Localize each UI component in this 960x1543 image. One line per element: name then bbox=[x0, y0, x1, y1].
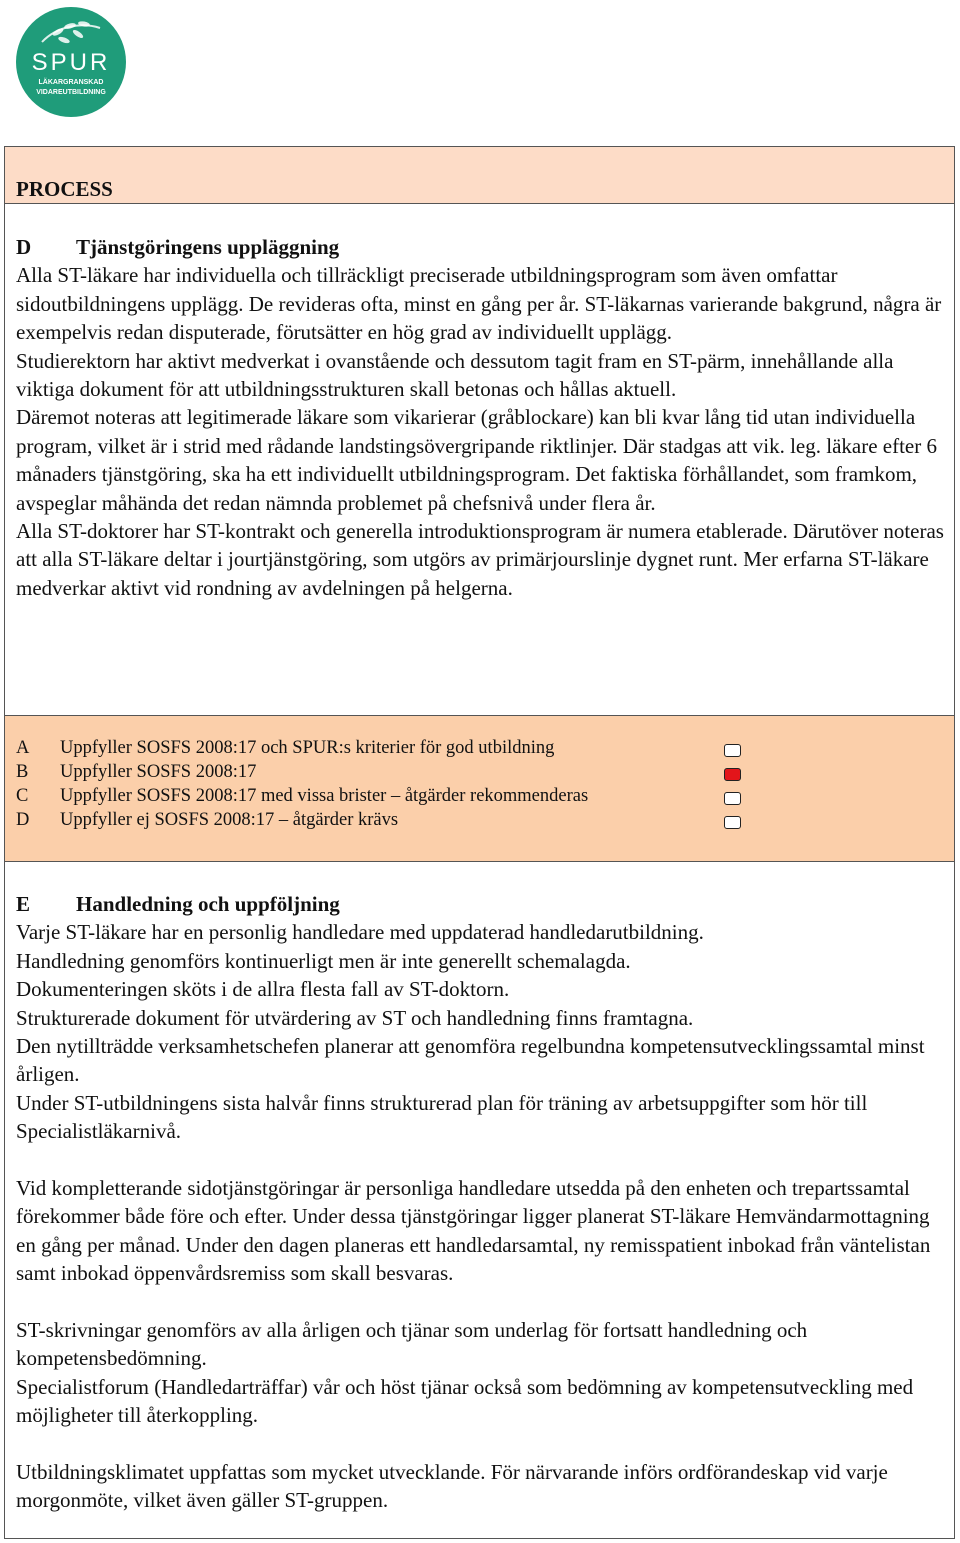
spur-logo bbox=[12, 6, 130, 118]
section-d bbox=[16, 233, 944, 602]
section-d-paragraph: Däremot noteras att legitimerade läkare som vikarierar (gråblockare) kan bli kvar lång tid utan individuella program, vilket är i strid med rådande landstingsövergripande riktlinjer. Där stadgas att vik. leg. läkare efter 6 månaders tjänstgöring, ska ha ett individuellt utbildningsprogram. Det faktiska förhållandet, som framkom, avspeglar måhända det redan nämnda problemet på chefsnivå under flera år. bbox=[16, 405, 937, 515]
section-e bbox=[16, 890, 944, 1515]
rating-checkbox-c[interactable] bbox=[724, 792, 741, 805]
section-e-paragraph: Vid kompletterande sidotjänstgöringar är personliga handledare utsedda på den enheten och trepartssamtal förekommer både före och efter. Under dessa tjänstgöringar ligger planerat ST-läkare Hemvändarmottagning en gång per månad. Under den dagen planeras ett handledarsamtal, ny remisspatient inbokad från väntelistan samt inbokad öppenvårdsremiss som skall besvaras. bbox=[16, 1176, 931, 1286]
rating-checkbox-b[interactable] bbox=[724, 768, 741, 781]
section-e-line: Under ST-utbildningens sista halvår finns strukturerad plan för träning av arbetsuppgifter som hör till Specialistläkarnivå. bbox=[16, 1090, 868, 1144]
section-e-line: Dokumenteringen sköts i de allra flesta fall av ST-doktorn. bbox=[16, 977, 510, 1002]
section-e-line: Den nytillträdde verksamhetschefen planerar att genomföra regelbundna kompetensutvecklingssamtal minst årligen. bbox=[16, 1034, 925, 1087]
rating-text: Uppfyller ej SOSFS 2008:17 – åtgärder krävs bbox=[60, 810, 399, 830]
section-e-letter: E bbox=[16, 892, 31, 916]
section-e-paragraph: Utbildningsklimatet uppfattas som mycket utvecklande. För närvarande införs ordförandeskap vid varje morgonmöte, vilket även gäller ST-gruppen. bbox=[16, 1460, 888, 1513]
spur-logo-emblem bbox=[12, 6, 130, 118]
process-header bbox=[5, 147, 954, 204]
rating-checkbox-a[interactable] bbox=[724, 744, 741, 757]
section-d-paragraph: Alla ST-läkare har individuella och tillräckligt preciserade utbildningsprogram som även omfattar sidoutbildningens upplägg. De revideras ofta, minst en gång per år. ST-läkarnas varierande bakgrund, några är exempelvis redan disputerade, förutsätter en hög grad av individuellt upplägg. bbox=[16, 263, 942, 345]
section-e-title: Handledning och uppföljning bbox=[76, 892, 340, 916]
section-d-letter: D bbox=[16, 235, 32, 259]
section-e-line: Strukturerade dokument för utvärdering av ST och handledning finns framtagna. bbox=[16, 1005, 694, 1030]
rating-checkbox-d[interactable] bbox=[724, 816, 741, 829]
section-e-line: Varje ST-läkare har en personlig handledare med uppdaterad handledarutbildning. bbox=[16, 920, 704, 945]
section-d-heading bbox=[16, 233, 944, 261]
section-e-heading bbox=[16, 890, 944, 918]
logo-subtitle-2: VIDAREUTBILDNING bbox=[36, 89, 106, 96]
rating-letter: D bbox=[16, 810, 30, 830]
rating-letter: A bbox=[16, 738, 30, 758]
section-d-title: Tjänstgöringens uppläggning bbox=[76, 235, 340, 259]
logo-brand-text: SPUR bbox=[31, 49, 111, 76]
rating-text: Uppfyller SOSFS 2008:17 med vissa brister – åtgärder rekommenderas bbox=[60, 786, 589, 806]
rating-text: Uppfyller SOSFS 2008:17 och SPUR:s kriterier för god utbildning bbox=[60, 738, 555, 758]
section-e-paragraph: Specialistforum (Handledarträffar) vår och höst tjänar också som bedömning av kompetensutveckling med möjligheter till återkoppling. bbox=[16, 1374, 914, 1428]
process-title: PROCESS bbox=[16, 177, 113, 201]
logo-subtitle-1: LÄKARGRANSKAD bbox=[38, 79, 104, 86]
section-e-line: Handledning genomförs kontinuerligt men är inte generellt schemalagda. bbox=[16, 948, 631, 973]
section-d-paragraph: Studierektorn har aktivt medverkat i ovanstående och dessutom tagit fram en ST-pärm, innehållande alla viktiga dokument för att utbildningsstrukturen skall betonas och hållas aktuell. bbox=[16, 348, 894, 402]
rating-letter: C bbox=[16, 786, 29, 806]
rating-text: Uppfyller SOSFS 2008:17 bbox=[60, 762, 257, 782]
section-e-paragraph: ST-skrivningar genomförs av alla årligen och tjänar som underlag för fortsatt handledning och kompetensbedömning. bbox=[16, 1318, 808, 1371]
rating-letter: B bbox=[16, 762, 29, 782]
assessment-frame bbox=[4, 146, 955, 1539]
rating-panel bbox=[5, 715, 954, 862]
section-d-paragraph: Alla ST-doktorer har ST-kontrakt och generella introduktionsprogram är numera etablerade. Därutöver noteras att alla ST-läkare deltar i jourtjänstgöring, som utgörs av primärjourslinje dygnet runt. Mer erfarna ST-läkare medverkar aktivt vid rondning av avdelningen på helgerna. bbox=[16, 519, 944, 600]
